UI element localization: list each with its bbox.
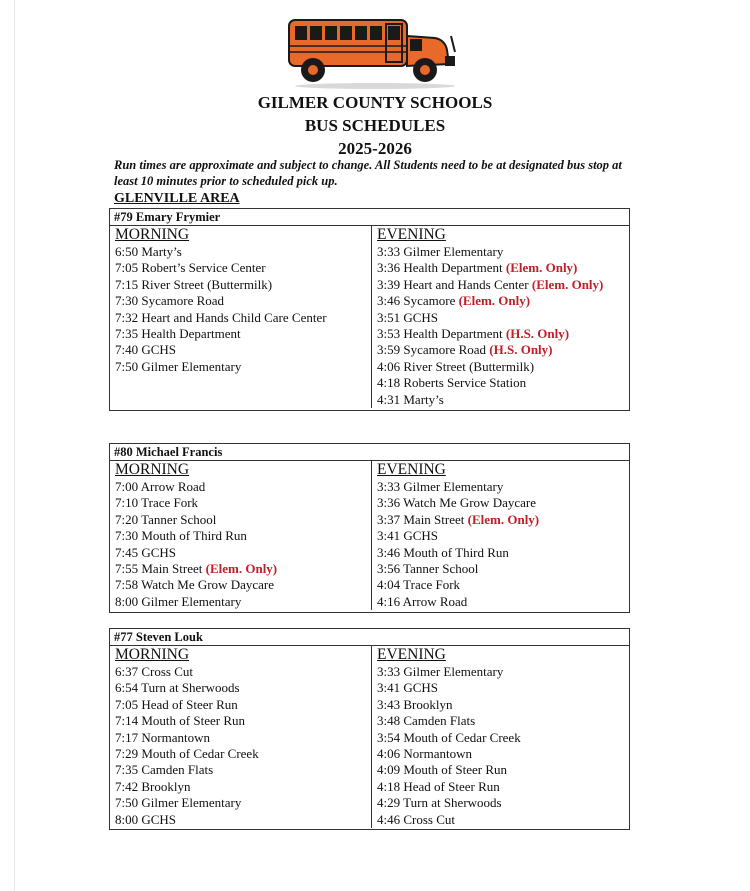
stop-text: 3:33 Gilmer Elementary bbox=[377, 244, 504, 259]
restriction-tag: (Elem. Only) bbox=[467, 511, 540, 527]
route-title: #77 Steven Louk bbox=[110, 629, 629, 646]
title-line-1: GILMER COUNTY SCHOOLS bbox=[257, 93, 493, 112]
stop-row bbox=[377, 795, 629, 811]
stop-text: 7:45 GCHS bbox=[115, 544, 177, 560]
stop-text: 7:17 Normantown bbox=[115, 729, 210, 745]
stop-text: 3:56 Tanner School bbox=[377, 561, 479, 577]
restriction-tag: (H.S. Only) bbox=[489, 342, 553, 358]
stop-text: 7:20 Tanner School bbox=[115, 511, 217, 527]
evening-column bbox=[372, 646, 629, 828]
stop-text: 3:46 Sycamore bbox=[377, 293, 459, 309]
stop-text: 3:54 Mouth of Cedar Creek bbox=[377, 729, 521, 745]
stop-text: 7:29 Mouth of Cedar Creek bbox=[115, 746, 259, 762]
route-body bbox=[110, 226, 629, 408]
stop-text: 7:32 Heart and Hands Child Care Center bbox=[115, 309, 327, 325]
stop-text: 7:55 Main Street bbox=[115, 561, 206, 577]
stop-text: 7:35 Health Department bbox=[115, 326, 241, 342]
stop-row bbox=[377, 359, 629, 375]
route-body bbox=[110, 646, 629, 828]
stop-text: 3:43 Brooklyn bbox=[377, 696, 453, 712]
stop-row bbox=[377, 528, 629, 544]
stop-text: 3:53 Health Department bbox=[377, 326, 506, 342]
restriction-tag: (Elem. Only) bbox=[531, 276, 604, 292]
stop-text: 7:50 Gilmer Elementary bbox=[115, 795, 242, 811]
stop-row bbox=[377, 594, 629, 610]
stop-text: 3:48 Camden Flats bbox=[377, 713, 476, 729]
stop-row bbox=[377, 244, 629, 260]
stop-text: 3:36 Health Department bbox=[377, 260, 506, 276]
stop-text: 7:40 GCHS bbox=[115, 342, 177, 358]
restriction-tag: (Elem. Only) bbox=[458, 293, 531, 309]
stop-text: 3:41 GCHS bbox=[377, 528, 439, 544]
stop-row bbox=[115, 577, 371, 593]
title-line-3: 2025-2026 bbox=[338, 139, 412, 158]
stop-row bbox=[115, 277, 371, 293]
stop-row bbox=[377, 713, 629, 729]
stop-row bbox=[115, 762, 371, 778]
route-table bbox=[109, 208, 630, 411]
stop-text: 3:39 Heart and Hands Center bbox=[377, 276, 532, 292]
stop-text: 3:33 Gilmer Elementary bbox=[377, 664, 504, 679]
stop-text: 3:59 Sycamore Road bbox=[377, 342, 490, 358]
evening-column bbox=[372, 461, 629, 610]
stop-text: 7:30 Mouth of Third Run bbox=[115, 528, 247, 544]
restriction-tag: (Elem. Only) bbox=[505, 260, 578, 276]
stop-text: 7:50 Gilmer Elementary bbox=[115, 358, 242, 374]
route-body bbox=[110, 461, 629, 610]
morning-column bbox=[110, 461, 372, 610]
stop-text: 4:06 River Street (Buttermilk) bbox=[377, 358, 535, 374]
stop-row bbox=[115, 795, 371, 811]
stop-row bbox=[115, 812, 371, 828]
stop-row bbox=[115, 244, 371, 260]
route-title: #79 Emary Frymier bbox=[110, 209, 629, 226]
stop-row bbox=[115, 779, 371, 795]
stop-row bbox=[115, 561, 371, 577]
stop-row bbox=[377, 495, 629, 511]
stop-row bbox=[115, 680, 371, 696]
stop-text: 4:16 Arrow Road bbox=[377, 593, 468, 609]
stop-row bbox=[115, 293, 371, 309]
stop-row bbox=[115, 495, 371, 511]
stop-row bbox=[377, 293, 629, 309]
stop-row bbox=[377, 746, 629, 762]
stop-text: 7:15 River Street (Buttermilk) bbox=[115, 276, 273, 292]
stop-row bbox=[377, 664, 629, 680]
stop-row bbox=[377, 310, 629, 326]
restriction-tag: (Elem. Only) bbox=[205, 561, 278, 577]
morning-stops bbox=[115, 664, 371, 828]
stop-row bbox=[377, 479, 629, 495]
evening-stops bbox=[377, 664, 629, 828]
stop-row bbox=[115, 359, 371, 375]
evening-heading: EVENING bbox=[377, 646, 446, 663]
stop-row bbox=[115, 730, 371, 746]
stop-text: 3:41 GCHS bbox=[377, 680, 439, 696]
stop-text: 7:10 Trace Fork bbox=[115, 495, 199, 511]
stop-text: 8:00 GCHS bbox=[115, 811, 177, 827]
stop-row bbox=[377, 561, 629, 577]
stop-row bbox=[115, 326, 371, 342]
stop-row bbox=[377, 812, 629, 828]
stop-row bbox=[377, 277, 629, 293]
stop-row bbox=[115, 713, 371, 729]
stop-text: 7:58 Watch Me Grow Daycare bbox=[115, 577, 274, 593]
stop-text: 7:14 Mouth of Steer Run bbox=[115, 713, 245, 729]
morning-stops bbox=[115, 479, 371, 610]
stop-text: 7:05 Robert’s Service Center bbox=[115, 260, 266, 276]
stop-row bbox=[377, 545, 629, 561]
stop-row bbox=[115, 528, 371, 544]
evening-heading: EVENING bbox=[377, 226, 446, 243]
morning-heading: MORNING bbox=[115, 226, 190, 243]
stop-row bbox=[115, 512, 371, 528]
stop-text: 4:18 Head of Steer Run bbox=[377, 778, 500, 794]
stop-text: 4:06 Normantown bbox=[377, 746, 472, 762]
stop-text: 7:30 Sycamore Road bbox=[115, 293, 225, 309]
stop-row bbox=[115, 594, 371, 610]
stop-row bbox=[377, 260, 629, 276]
stop-text: 3:36 Watch Me Grow Daycare bbox=[377, 495, 536, 511]
evening-stops bbox=[377, 244, 629, 408]
route-table bbox=[109, 628, 630, 830]
stop-row bbox=[115, 664, 371, 680]
evening-heading: EVENING bbox=[377, 461, 446, 478]
stop-row bbox=[377, 512, 629, 528]
stop-row bbox=[115, 697, 371, 713]
evening-stops bbox=[377, 479, 629, 610]
stop-text: 4:46 Cross Cut bbox=[377, 811, 456, 827]
stop-row bbox=[377, 577, 629, 593]
stop-row bbox=[377, 392, 629, 408]
school-bus-icon bbox=[285, 6, 465, 92]
stop-text: 7:42 Brooklyn bbox=[115, 778, 191, 794]
stop-row bbox=[115, 342, 371, 358]
stop-text: 4:29 Turn at Sherwoods bbox=[377, 795, 502, 811]
stop-text: 6:37 Cross Cut bbox=[115, 664, 194, 679]
title-line-2: BUS SCHEDULES bbox=[304, 116, 446, 135]
disclaimer-note: Run times are approximate and subject to change. All Students need to be at designated bus stop at least 10 minutes prior to scheduled pick up. bbox=[114, 158, 622, 188]
stop-row bbox=[377, 326, 629, 342]
morning-column bbox=[110, 646, 372, 828]
route-title: #80 Michael Francis bbox=[110, 444, 629, 461]
stop-text: 4:31 Marty’s bbox=[377, 391, 444, 407]
stop-text: 3:51 GCHS bbox=[377, 309, 439, 325]
stop-text: 8:00 Gilmer Elementary bbox=[115, 593, 242, 609]
stop-text: 4:04 Trace Fork bbox=[377, 577, 461, 593]
stop-text: 3:33 Gilmer Elementary bbox=[377, 479, 504, 494]
stop-row bbox=[115, 310, 371, 326]
stop-text: 7:35 Camden Flats bbox=[115, 762, 214, 778]
stop-row bbox=[377, 342, 629, 358]
stop-text: 6:54 Turn at Sherwoods bbox=[115, 680, 240, 696]
restriction-tag: (H.S. Only) bbox=[505, 326, 570, 342]
area-heading: GLENVILLE AREA bbox=[114, 191, 240, 206]
evening-column bbox=[372, 226, 629, 408]
stop-row bbox=[377, 680, 629, 696]
stop-row bbox=[377, 730, 629, 746]
stop-row bbox=[377, 697, 629, 713]
stop-row bbox=[115, 545, 371, 561]
stop-row bbox=[115, 260, 371, 276]
stop-row bbox=[115, 746, 371, 762]
stop-text: 7:05 Head of Steer Run bbox=[115, 696, 238, 712]
stop-row bbox=[115, 479, 371, 495]
morning-heading: MORNING bbox=[115, 461, 190, 478]
morning-stops bbox=[115, 244, 371, 375]
stop-text: 6:50 Marty’s bbox=[115, 244, 182, 259]
stop-text: 4:18 Roberts Service Station bbox=[377, 375, 527, 391]
stop-text: 4:09 Mouth of Steer Run bbox=[377, 762, 507, 778]
stop-text: 3:37 Main Street bbox=[377, 511, 468, 527]
stop-row bbox=[377, 779, 629, 795]
stop-text: 7:00 Arrow Road bbox=[115, 479, 206, 494]
stop-text: 3:46 Mouth of Third Run bbox=[377, 544, 509, 560]
stop-row bbox=[377, 375, 629, 391]
stop-row bbox=[377, 762, 629, 778]
morning-column bbox=[110, 226, 372, 408]
morning-heading: MORNING bbox=[115, 646, 190, 663]
route-table bbox=[109, 443, 630, 613]
